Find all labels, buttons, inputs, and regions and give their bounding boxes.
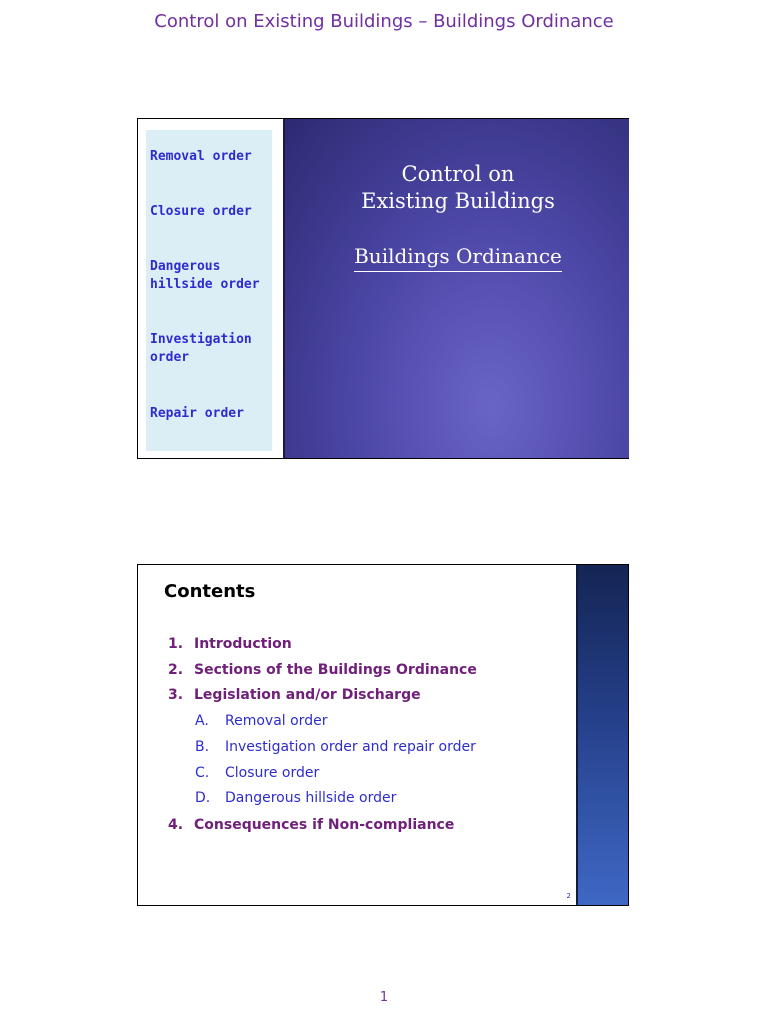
sidebar-item-repair-order: Repair order bbox=[150, 406, 244, 421]
contents-subitem bbox=[195, 789, 396, 807]
contents-item bbox=[168, 816, 454, 834]
sidebar-item-dangerous-hillside-order: Dangerous hillside order bbox=[150, 259, 260, 292]
contents-subitem-label: Investigation order and repair order bbox=[225, 739, 476, 755]
slide-1-subtitle bbox=[285, 243, 631, 269]
contents-subitem bbox=[195, 712, 327, 730]
sidebar-item-removal-order: Removal order bbox=[150, 149, 252, 164]
slide-1-title: Control on Existing Buildings bbox=[361, 162, 555, 213]
slide-2-side-bar bbox=[576, 565, 628, 905]
slide-1-title-panel bbox=[283, 119, 629, 458]
contents-subitem bbox=[195, 738, 476, 756]
contents-item bbox=[168, 635, 292, 653]
contents-item-label: Introduction bbox=[194, 636, 292, 652]
page-header-title: Control on Existing Buildings – Buildings Ordinance bbox=[154, 11, 614, 32]
contents-item-label: Consequences if Non-compliance bbox=[194, 817, 455, 833]
contents-item-number: 4. bbox=[168, 817, 184, 833]
contents-subitem-label: Removal order bbox=[225, 713, 328, 729]
contents-item-number: 1. bbox=[168, 636, 184, 652]
slide-1 bbox=[137, 118, 629, 459]
sidebar-item-investigation-order: Investigation order bbox=[150, 332, 252, 365]
contents-subitem-label: Closure order bbox=[225, 765, 320, 781]
contents-subitem-label: Dangerous hillside order bbox=[225, 790, 397, 806]
slide-1-subtitle-text: Buildings Ordinance bbox=[354, 244, 562, 272]
slide-2-number: 2 bbox=[566, 892, 571, 900]
contents-item-number: 2. bbox=[168, 662, 184, 678]
contents-subitem-letter: B. bbox=[195, 739, 210, 755]
page-number: 1 bbox=[379, 990, 389, 1005]
contents-item-label: Legislation and/or Discharge bbox=[194, 687, 421, 703]
contents-item-label: Sections of the Buildings Ordinance bbox=[194, 662, 477, 678]
contents-subitem-letter: A. bbox=[195, 713, 209, 729]
slide-2 bbox=[137, 564, 629, 906]
contents-item bbox=[168, 661, 477, 679]
contents-subitem-letter: C. bbox=[195, 765, 210, 781]
sidebar-item-closure-order: Closure order bbox=[150, 204, 252, 219]
contents-subitem-letter: D. bbox=[195, 790, 211, 806]
contents-item bbox=[168, 686, 421, 704]
contents-item-number: 3. bbox=[168, 687, 184, 703]
contents-heading: Contents bbox=[164, 581, 256, 602]
contents-subitem bbox=[195, 764, 319, 782]
slide-1-sidebar bbox=[146, 130, 272, 451]
